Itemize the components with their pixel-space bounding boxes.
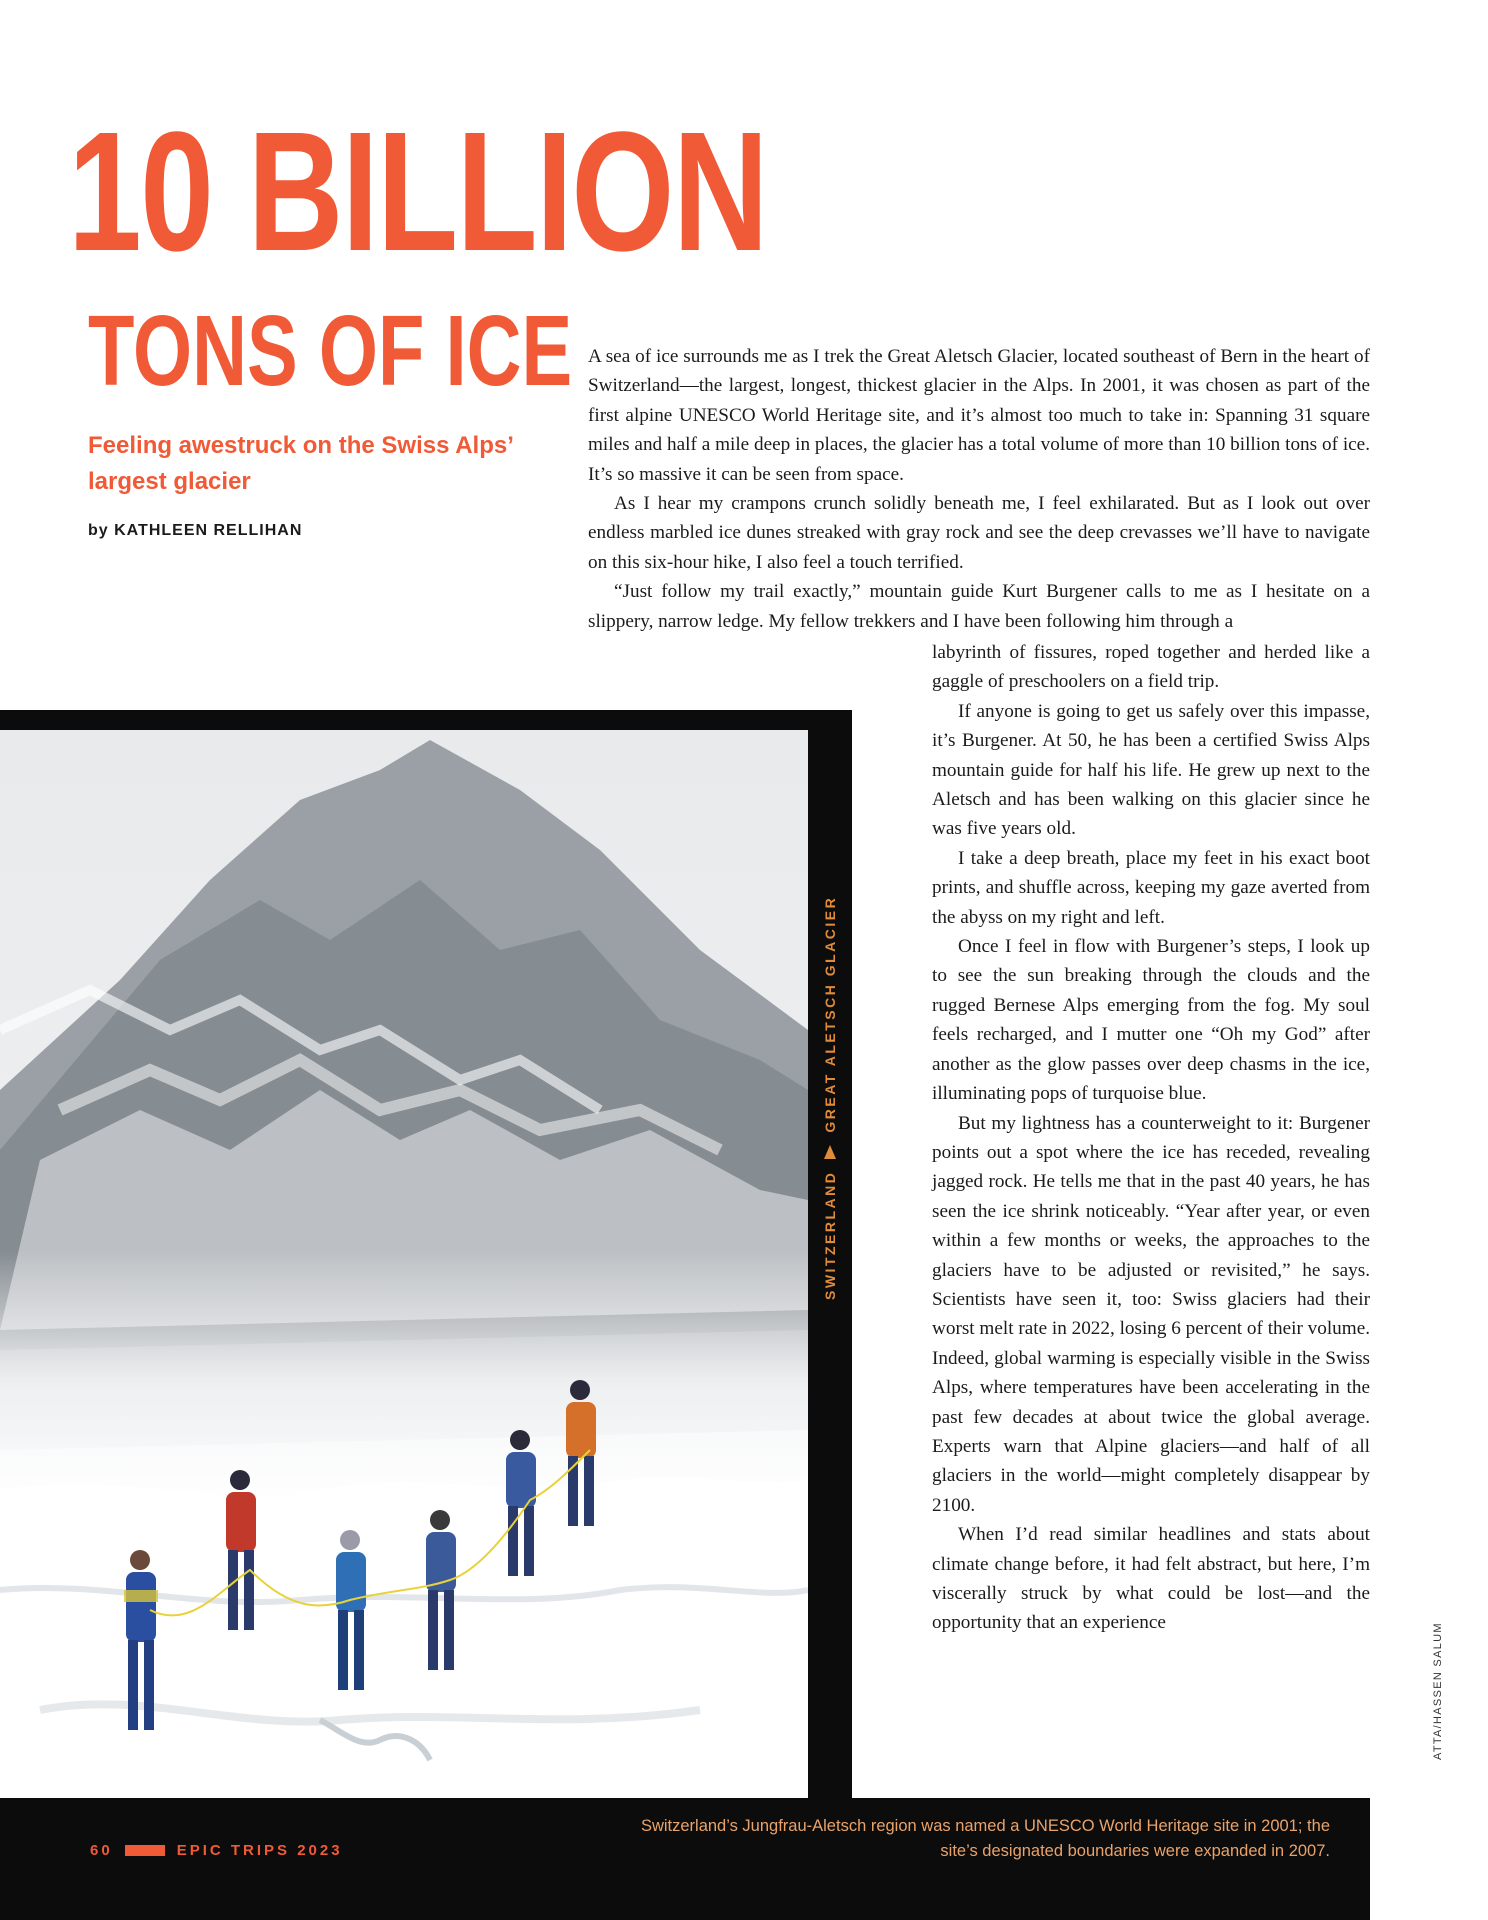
page-number: 60	[90, 1842, 113, 1859]
glacier-photo	[0, 730, 808, 1878]
paragraph: “Just follow my trail exactly,” mountain guide Kurt Burgener calls to me as I hesitate on a slippery, narrow ledge. My fellow trekkers and I have been following him through a	[588, 581, 1370, 632]
paragraph: I take a deep breath, place my feet in his exact boot prints, and shuffle across, keeping my gaze averted from the abyss on my right and left.	[932, 847, 1370, 928]
photo-location-label	[808, 740, 852, 1300]
publication-name: EPIC TRIPS 2023	[176, 1842, 343, 1859]
headline-line-1: 10 BILLION	[68, 97, 768, 287]
paragraph: Once I feel in flow with Burgener’s steps, I look up to see the sun breaking through the clouds and the rugged Bernese Alps emerging from the fog. My soul feels recharged, and I mutter one “Oh my God” after another as the glow passes over deep chasms in the ice, illuminating pops of turquoise blue.	[932, 936, 1370, 1105]
paragraph: When I’d read similar headlines and stats about climate change before, it had felt abstract, but here, I’m viscerally struck by what could be lost—and the opportunity that an experience	[932, 1524, 1370, 1634]
paragraph: A sea of ice surrounds me as I trek the Great Aletsch Glacier, located southeast of Bern in the heart of Switzerland—the largest, longest, thickest glacier in the Alps. In 2001, it was chosen as part of the first alpine UNESCO World Heritage site, and it’s almost too much to take in: Spanning 31 square miles and half a mile deep in places, the glacier has a total volume of more than 10 billion tons of ice. It’s so massive it can be seen from space.	[588, 346, 1370, 485]
photo-frame	[0, 710, 852, 1920]
label-place: GREAT ALETSCH GLACIER	[822, 895, 838, 1133]
glacier-scene-illustration	[0, 730, 808, 1878]
label-country: SWITZERLAND	[822, 1170, 838, 1300]
paragraph: But my lightness has a counterweight to it: Burgener points out a spot where the ice has receded, revealing jagged rock. He tells me that in the past 40 years, he has seen the ice shrink noticeably. “Year after year, or even within a few months or weeks, the approaches to the glaciers have to be adjusted or revisited,” he says. Scientists have seen it, too: Swiss glaciers had their worst melt rate in 2022, losing 6 percent of their volume. Indeed, global warming is especially visible in the Swiss Alps, where temperatures have been accelerating in the past few decades at about twice the global average. Experts warn that Alpine glaciers—and half of all glaciers in the world—might completely disappear by 2100.	[932, 1112, 1371, 1516]
photo-caption: Switzerland’s Jungfrau-Aletsch region was named a UNESCO World Heritage site in 2001; the site’s designated boundaries were expanded in 2007.	[640, 1817, 1330, 1860]
folio-rule	[125, 1845, 165, 1856]
arrow-right-icon	[824, 1145, 836, 1159]
article-body-top	[588, 342, 1370, 636]
photo-credit: ATTA/HASSEN SALUM	[1432, 1622, 1444, 1760]
paragraph: As I hear my crampons crunch solidly beneath me, I feel exhilarated. But as I look out over endless marbled ice dunes streaked with gray rock and see the deep crevasses we’ll have to navigate on this six-hour hike, I also feel a touch terrified.	[588, 493, 1370, 573]
paragraph: labyrinth of fissures, roped together and herded like a gaggle of preschoolers on a field trip.	[932, 642, 1370, 693]
paragraph: If anyone is going to get us safely over this impasse, it’s Burgener. At 50, he has been a certified Swiss Alps mountain guide for half his life. He grew up next to the Aletsch and has been walking on this glacier since he was five years old.	[932, 700, 1370, 840]
folio	[90, 1842, 343, 1859]
byline: by KATHLEEN RELLIHAN	[88, 522, 303, 539]
article-body-column	[932, 638, 1370, 1638]
headline-line-2: TONS OF ICE	[88, 295, 573, 407]
subtitle: Feeling awestruck on the Swiss Alps’ largest glacier	[88, 432, 513, 495]
